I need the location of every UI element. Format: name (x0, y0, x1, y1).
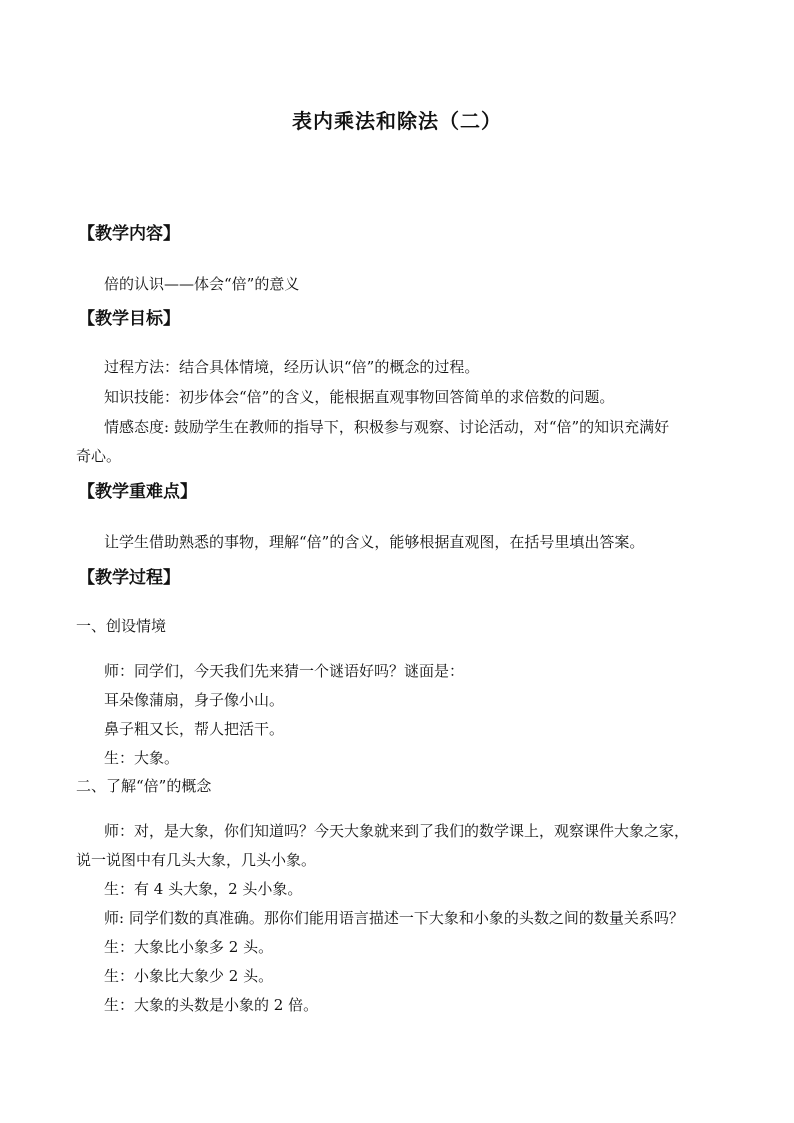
dialogue-line-continuation: 说一说图中有几头大象，几头小象。 (76, 851, 317, 869)
dialogue-line: 师：同学们，今天我们先来猜一个谜语好吗？谜面是： (104, 662, 465, 680)
goal-item: 知识技能：初步体会“倍”的含义，能根据直观事物回答简单的求倍数的问题。 (104, 388, 615, 406)
process-part2-title: 二、了解“倍”的概念 (76, 777, 212, 795)
dialogue-line: 生：大象。 (104, 749, 180, 767)
goal-item: 情感态度: 鼓励学生在教师的指导下，积极参与观察、讨论活动，对“倍”的知识充满好 (104, 418, 670, 436)
heading-key-points: 【教学重难点】 (78, 482, 197, 502)
goal-item-continuation: 奇心。 (76, 447, 122, 465)
dialogue-line: 师: 同学们数的真准确。那你们能用语言描述一下大象和小象的头数之间的数量关系吗？ (104, 909, 684, 927)
process-part1-title: 一、创设情境 (76, 617, 167, 635)
dialogue-line: 生：大象比小象多 2 头。 (104, 938, 274, 956)
heading-teaching-process: 【教学过程】 (78, 568, 180, 588)
heading-teaching-goals: 【教学目标】 (78, 309, 180, 329)
dialogue-line: 生：有 4 头大象，2 头小象。 (104, 880, 303, 898)
key-points-text: 让学生借助熟悉的事物，理解“倍”的含义，能够根据直观图，在括号里填出答案。 (104, 533, 645, 551)
teaching-content-text: 倍的认识——体会“倍”的意义 (104, 275, 300, 293)
dialogue-line: 鼻子粗又长，帮人把活干。 (104, 720, 285, 738)
dialogue-line: 生：大象的头数是小象的 2 倍。 (104, 996, 319, 1014)
heading-teaching-content: 【教学内容】 (78, 224, 180, 244)
goal-item: 过程方法：结合具体情境，经历认识“倍”的概念的过程。 (104, 358, 480, 376)
dialogue-line: 师：对，是大象，你们知道吗？今天大象就来到了我们的数学课上，观察课件大象之家， (104, 822, 690, 840)
dialogue-line: 生：小象比大象少 2 头。 (104, 967, 274, 985)
document-title: 表内乘法和除法（二） (292, 109, 502, 133)
dialogue-line: 耳朵像蒲扇，身子像小山。 (104, 691, 285, 709)
